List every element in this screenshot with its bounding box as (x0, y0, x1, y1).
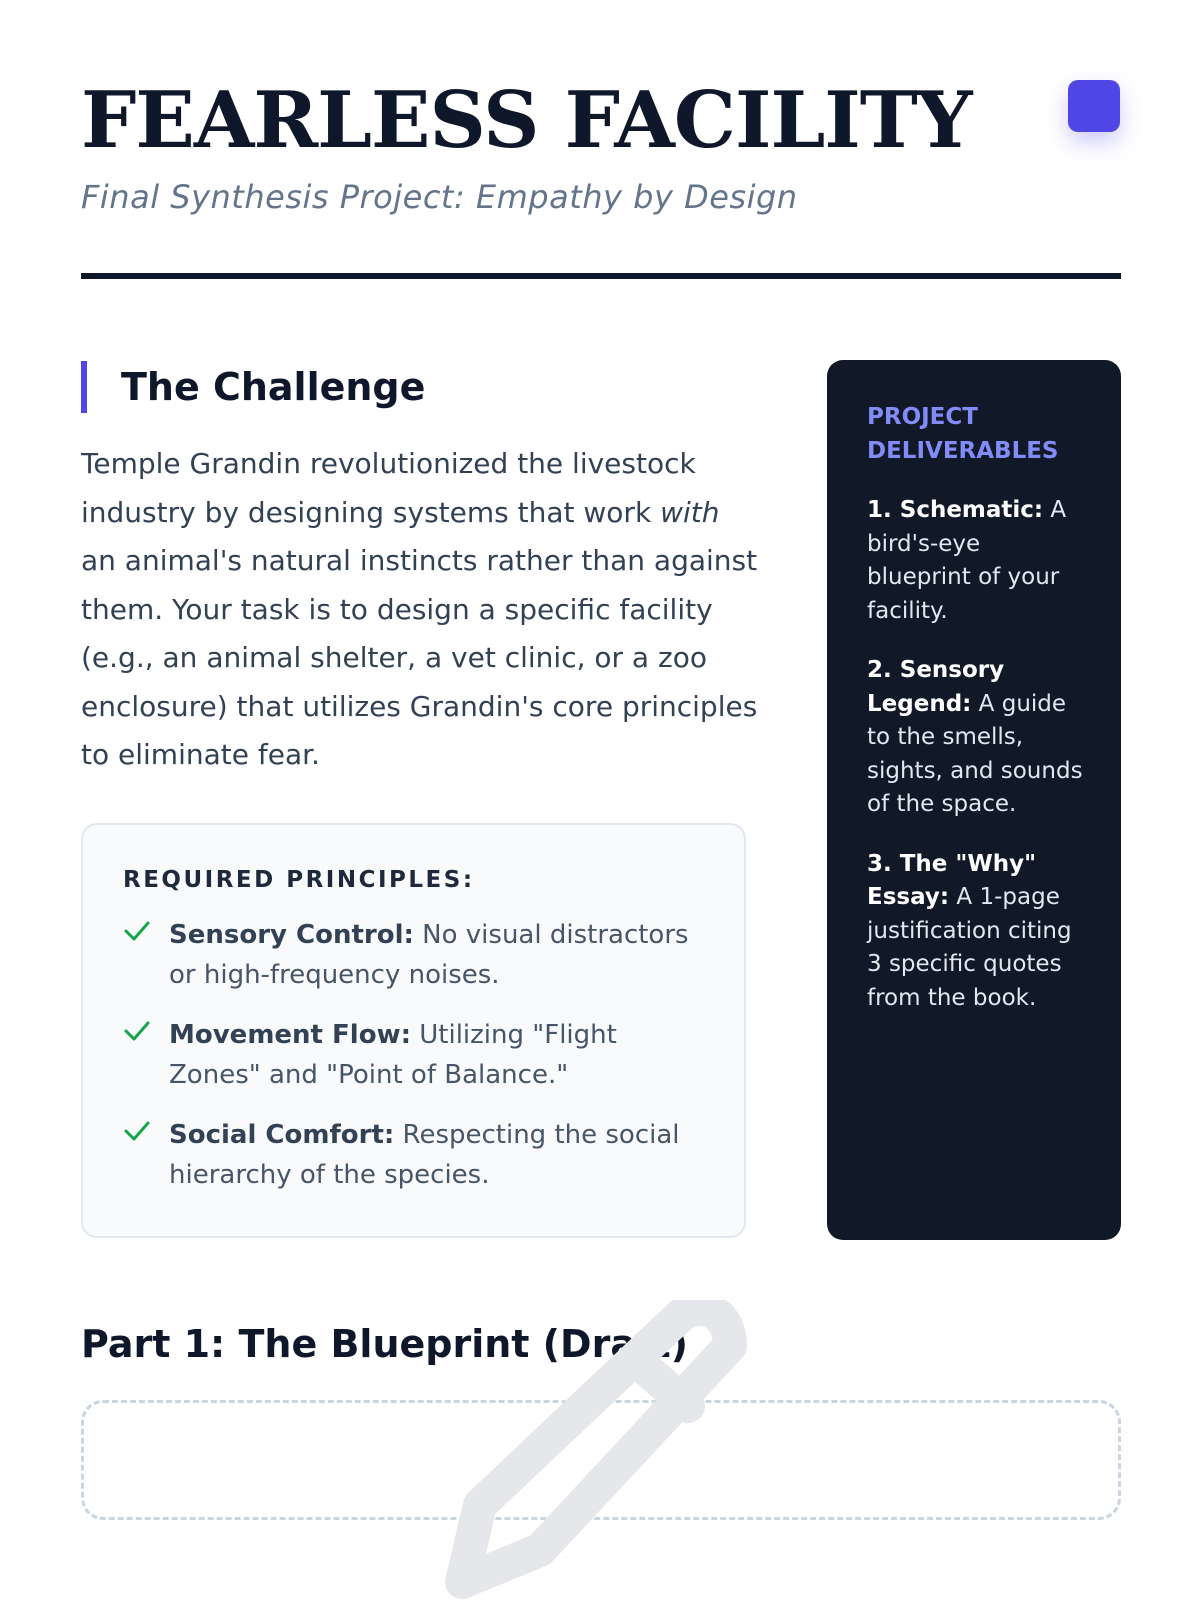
principle-item (123, 1115, 704, 1195)
deliverable-description: A guide to the smells, sights, and sounds of the space. (867, 690, 1083, 817)
principle-text (169, 915, 704, 995)
principle-text (169, 1015, 704, 1095)
check-icon (123, 1015, 169, 1095)
principle-item (123, 1015, 704, 1095)
challenge-text-emphasis: with (660, 495, 720, 529)
header-divider (81, 273, 1121, 279)
section-heading-part1: Part 1: The Blueprint (Draft) (81, 1322, 689, 1366)
deliverable-item (867, 654, 1091, 822)
challenge-text-part: Temple Grandin revolutionized the livestock industry by designing systems that work (81, 447, 696, 529)
page-subtitle: Final Synthesis Project: Empathy by Design (81, 178, 798, 216)
principles-title: REQUIRED PRINCIPLES: (123, 867, 475, 893)
principle-label: Social Comfort: (169, 1120, 395, 1150)
accent-badge[interactable] (1068, 80, 1120, 132)
principle-description: No visual distractors or high-frequency noises. (169, 920, 689, 990)
deliverable-item (867, 494, 1091, 628)
principle-text (169, 1115, 704, 1195)
principle-label: Sensory Control: (169, 920, 414, 950)
deliverable-label: 2. Sensory Legend: (867, 657, 1005, 717)
principle-description: Respecting the social hierarchy of the species. (169, 1120, 680, 1190)
principle-item (123, 915, 704, 995)
deliverables-title: PROJECT DELIVERABLES (867, 404, 1059, 464)
page-title: FEARLESS FACILITY (81, 75, 972, 166)
deliverable-description: A 1-page justification citing 3 specific quotes from the book. (867, 884, 1072, 1011)
challenge-text-part: an animal's natural instincts rather than against them. Your task is to design a specific facility (e.g., an animal shelter, a vet clinic, or a zoo enclosure) that utilizes Grandin's core principles to eliminate fear. (81, 544, 758, 771)
project-deliverables-panel (827, 360, 1121, 1240)
required-principles-box (81, 823, 746, 1238)
deliverable-item (867, 848, 1091, 1016)
principle-description: Utilizing "Flight Zones" and "Point of Balance." (169, 1020, 617, 1090)
pencil-icon (440, 1300, 760, 1600)
principle-label: Movement Flow: (169, 1020, 411, 1050)
check-icon (123, 915, 169, 995)
challenge-text (81, 440, 761, 780)
page-header (81, 75, 1121, 216)
deliverable-description: A bird's-eye blueprint of your facility. (867, 497, 1067, 624)
deliverable-label: 1. Schematic: (867, 497, 1044, 523)
check-icon (123, 1115, 169, 1195)
challenge-heading: The Challenge (81, 361, 425, 413)
deliverable-label: 3. The "Why" Essay: (867, 850, 1037, 910)
